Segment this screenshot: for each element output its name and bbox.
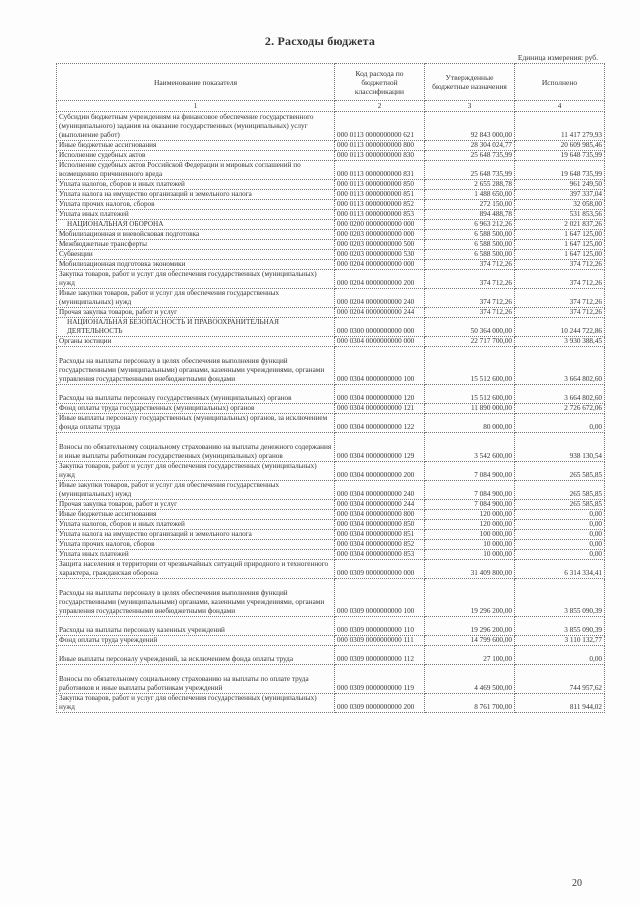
row-name: Расходы на выплаты персоналу в целях обеспечения выполнения функций государственными (муниципальными) органами, казенными учреждениями, органами управления государственными внебюджетными фондами — [57, 347, 335, 385]
table-row — [57, 180, 605, 190]
row-name: Иные выплаты персоналу учреждений, за исключением фонда оплаты труда — [57, 646, 335, 665]
table-row — [57, 665, 605, 694]
unit-note: Единица измерения: руб. — [517, 53, 598, 62]
row-approved: 894 488,78 — [425, 210, 515, 220]
row-code: 000 0304 0000000000 244 — [335, 500, 425, 510]
row-executed: 0,00 — [515, 414, 605, 433]
row-name: Закупка товаров, работ и услуг для обеспечения государственных (муниципальных) нужд — [57, 462, 335, 481]
table-header-row — [57, 64, 605, 101]
row-approved: 6 588 500,00 — [425, 240, 515, 250]
row-code: 000 0200 0000000000 000 — [335, 220, 425, 230]
row-executed: 3 855 090,39 — [515, 617, 605, 636]
row-name: Фонд оплаты труда государственных (муниципальных) органов — [57, 404, 335, 414]
row-code: 000 0304 0000000000 100 — [335, 347, 425, 385]
row-code: 000 0203 0000000000 530 — [335, 250, 425, 260]
row-code: 000 0113 0000000000 852 — [335, 200, 425, 210]
row-executed: 0,00 — [515, 550, 605, 560]
row-name: Уплата налога на имущество организаций и земельного налога — [57, 530, 335, 540]
row-code: 000 0304 0000000000 852 — [335, 540, 425, 550]
row-approved: 6 588 500,00 — [425, 230, 515, 240]
row-approved: 374 712,26 — [425, 289, 515, 308]
row-name: Расходы на выплаты персоналу в целях обеспечения выполнения функций государственными (муниципальными) органами, казенными учреждениями, органами управления государственными внебюджетными фондами — [57, 579, 335, 617]
table-row — [57, 520, 605, 530]
col-number: 2 — [335, 101, 425, 112]
row-executed: 11 417 279,93 — [515, 112, 605, 141]
table-row — [57, 270, 605, 289]
row-code: 000 0304 0000000000 853 — [335, 550, 425, 560]
row-approved: 15 512 600,00 — [425, 347, 515, 385]
table-row — [57, 540, 605, 550]
table-row — [57, 636, 605, 646]
table-row — [57, 694, 605, 713]
row-executed: 0,00 — [515, 646, 605, 665]
row-name: Закупка товаров, работ и услуг для обеспечения государственных (муниципальных) нужд — [57, 270, 335, 289]
row-executed: 32 058,00 — [515, 200, 605, 210]
row-executed: 3 110 132,77 — [515, 636, 605, 646]
row-name: Расходы на выплаты персоналу государственных (муниципальных) органов — [57, 385, 335, 404]
table-row — [57, 579, 605, 617]
row-code: 000 0304 0000000000 850 — [335, 520, 425, 530]
table-row — [57, 414, 605, 433]
row-code: 000 0309 0000000000 200 — [335, 694, 425, 713]
row-executed: 3 930 388,45 — [515, 337, 605, 347]
row-code: 000 0300 0000000000 000 — [335, 318, 425, 337]
row-approved: 2 655 288,78 — [425, 180, 515, 190]
row-name: Уплата налога на имущество организаций и земельного налога — [57, 190, 335, 200]
row-approved: 31 409 800,00 — [425, 560, 515, 579]
row-approved: 27 100,00 — [425, 646, 515, 665]
row-name: Прочая закупка товаров, работ и услуг — [57, 308, 335, 318]
col-number: 3 — [425, 101, 515, 112]
row-executed: 2 726 672,06 — [515, 404, 605, 414]
row-approved: 3 542 600,00 — [425, 433, 515, 462]
row-code: 000 0304 0000000000 121 — [335, 404, 425, 414]
row-executed: 397 337,04 — [515, 190, 605, 200]
row-approved: 1 488 650,00 — [425, 190, 515, 200]
row-code: 000 0304 0000000000 129 — [335, 433, 425, 462]
row-code: 000 0304 0000000000 800 — [335, 510, 425, 520]
table-row — [57, 481, 605, 500]
row-code: 000 0309 0000000000 111 — [335, 636, 425, 646]
table-row — [57, 161, 605, 180]
row-name: Исполнение судебных актов — [57, 151, 335, 161]
table-row — [57, 404, 605, 414]
row-code: 000 0203 0000000000 500 — [335, 240, 425, 250]
row-name: Взносы по обязательному социальному страхованию на выплаты денежного содержания и иные выплаты работникам государственных (муниципальных) органов — [57, 433, 335, 462]
row-executed: 265 585,85 — [515, 481, 605, 500]
row-executed: 1 647 125,00 — [515, 240, 605, 250]
col-number: 4 — [515, 101, 605, 112]
table-row — [57, 530, 605, 540]
row-approved: 4 469 500,00 — [425, 665, 515, 694]
row-code: 000 0304 0000000000 122 — [335, 414, 425, 433]
row-approved: 50 364 000,00 — [425, 318, 515, 337]
row-name: Субвенции — [57, 250, 335, 260]
row-executed: 938 130,54 — [515, 433, 605, 462]
row-approved: 15 512 600,00 — [425, 385, 515, 404]
row-name: Исполнение судебных актов Российской Федерации и мировых соглашений по возмещению причиненного вреда — [57, 161, 335, 180]
row-approved: 10 000,00 — [425, 540, 515, 550]
row-code: 000 0304 0000000000 851 — [335, 530, 425, 540]
row-code: 000 0304 0000000000 200 — [335, 462, 425, 481]
row-approved: 374 712,26 — [425, 308, 515, 318]
row-name: Межбюджетные трансферты — [57, 240, 335, 250]
row-executed: 811 944,02 — [515, 694, 605, 713]
row-executed: 3 664 802,60 — [515, 385, 605, 404]
row-executed: 0,00 — [515, 530, 605, 540]
col-header-code: Код расхода по бюджетной классификации — [335, 64, 425, 101]
row-name: Иные бюджетные ассигнования — [57, 141, 335, 151]
row-name: Взносы по обязательному социальному страхованию на выплаты по оплате труда работников и иные выплаты работникам учреждений — [57, 665, 335, 694]
row-name: Уплата иных платежей — [57, 210, 335, 220]
row-executed: 10 244 722,86 — [515, 318, 605, 337]
row-executed: 265 585,85 — [515, 462, 605, 481]
row-code: 000 0309 0000000000 112 — [335, 646, 425, 665]
row-code: 000 0309 0000000000 000 — [335, 560, 425, 579]
row-name: Расходы на выплаты персоналу казенных учреждений — [57, 617, 335, 636]
row-executed: 265 585,85 — [515, 500, 605, 510]
row-approved: 7 084 900,00 — [425, 462, 515, 481]
row-code: 000 0113 0000000000 830 — [335, 151, 425, 161]
row-code: 000 0309 0000000000 110 — [335, 617, 425, 636]
row-approved: 6 963 212,26 — [425, 220, 515, 230]
table-row — [57, 260, 605, 270]
row-name: Уплата налогов, сборов и иных платежей — [57, 520, 335, 530]
row-executed: 374 712,26 — [515, 308, 605, 318]
table-row — [57, 141, 605, 151]
expenses-table — [56, 63, 605, 713]
row-approved: 92 843 000,00 — [425, 112, 515, 141]
col-header-approved: Утвержденные бюджетные назначения — [425, 64, 515, 101]
table-row — [57, 289, 605, 308]
row-name: Органы юстиции — [57, 337, 335, 347]
table-row — [57, 347, 605, 385]
row-code: 000 0203 0000000000 000 — [335, 230, 425, 240]
row-code: 000 0204 0000000000 000 — [335, 260, 425, 270]
row-approved: 7 084 900,00 — [425, 481, 515, 500]
table-row — [57, 318, 605, 337]
row-executed: 19 648 735,99 — [515, 161, 605, 180]
row-approved: 120 000,00 — [425, 520, 515, 530]
row-name: НАЦИОНАЛЬНАЯ ОБОРОНА — [57, 220, 335, 230]
row-executed: 374 712,26 — [515, 270, 605, 289]
row-approved: 374 712,26 — [425, 260, 515, 270]
row-name: Мобилизационная и вневойсковая подготовка — [57, 230, 335, 240]
row-executed: 1 647 125,00 — [515, 230, 605, 240]
row-name: НАЦИОНАЛЬНАЯ БЕЗОПАСНОСТЬ И ПРАВООХРАНИТЕЛЬНАЯ ДЕЯТЕЛЬНОСТЬ — [57, 318, 335, 337]
row-executed: 374 712,26 — [515, 260, 605, 270]
row-name: Иные закупки товаров, работ и услуг для обеспечения государственных (муниципальных) нужд — [57, 289, 335, 308]
table-row — [57, 550, 605, 560]
row-code: 000 0204 0000000000 244 — [335, 308, 425, 318]
row-code: 000 0309 0000000000 119 — [335, 665, 425, 694]
col-header-name: Наименование показателя — [57, 64, 335, 101]
table-row — [57, 617, 605, 636]
table-row — [57, 385, 605, 404]
row-approved: 11 890 000,00 — [425, 404, 515, 414]
row-code: 000 0113 0000000000 800 — [335, 141, 425, 151]
row-executed: 2 021 837,26 — [515, 220, 605, 230]
row-executed: 961 249,50 — [515, 180, 605, 190]
row-name: Защита населения и территории от чрезвычайных ситуаций природного и техногенного характера, гражданская оборона — [57, 560, 335, 579]
row-executed: 1 647 125,00 — [515, 250, 605, 260]
col-number: 1 — [57, 101, 335, 112]
row-code: 000 0304 0000000000 000 — [335, 337, 425, 347]
row-executed: 0,00 — [515, 520, 605, 530]
table-row — [57, 112, 605, 141]
column-number-row — [57, 101, 605, 112]
row-approved: 272 150,00 — [425, 200, 515, 210]
row-executed: 3 664 802,60 — [515, 347, 605, 385]
row-approved: 6 588 500,00 — [425, 250, 515, 260]
row-code: 000 0304 0000000000 120 — [335, 385, 425, 404]
row-executed: 531 853,56 — [515, 210, 605, 220]
table-row — [57, 240, 605, 250]
table-row — [57, 210, 605, 220]
row-executed: 0,00 — [515, 540, 605, 550]
row-code: 000 0113 0000000000 621 — [335, 112, 425, 141]
row-approved: 10 000,00 — [425, 550, 515, 560]
row-name: Уплата прочих налогов, сборов — [57, 540, 335, 550]
row-name: Закупка товаров, работ и услуг для обеспечения государственных (муниципальных) нужд — [57, 694, 335, 713]
row-name: Иные закупки товаров, работ и услуг для обеспечения государственных (муниципальных) нужд — [57, 481, 335, 500]
row-name: Субсидии бюджетным учреждениям на финансовое обеспечение государственного (муниципального) задания на оказание государственных (муниципальных) услуг (выполнение работ) — [57, 112, 335, 141]
table-row — [57, 190, 605, 200]
row-approved: 100 000,00 — [425, 530, 515, 540]
row-name: Фонд оплаты труда учреждений — [57, 636, 335, 646]
row-approved: 8 761 700,00 — [425, 694, 515, 713]
col-header-executed: Исполнено — [515, 64, 605, 101]
row-code: 000 0309 0000000000 100 — [335, 579, 425, 617]
row-code: 000 0204 0000000000 240 — [335, 289, 425, 308]
row-approved: 22 717 700,00 — [425, 337, 515, 347]
row-approved: 28 304 024,77 — [425, 141, 515, 151]
row-executed: 744 957,62 — [515, 665, 605, 694]
row-code: 000 0113 0000000000 850 — [335, 180, 425, 190]
row-approved: 374 712,26 — [425, 270, 515, 289]
table-row — [57, 200, 605, 210]
row-code: 000 0304 0000000000 240 — [335, 481, 425, 500]
row-approved: 19 296 200,00 — [425, 579, 515, 617]
row-name: Мобилизационная подготовка экономики — [57, 260, 335, 270]
table-row — [57, 462, 605, 481]
row-approved: 25 648 735,99 — [425, 161, 515, 180]
table-row — [57, 250, 605, 260]
row-approved: 14 799 600,00 — [425, 636, 515, 646]
table-row — [57, 560, 605, 579]
row-name: Иные бюджетные ассигнования — [57, 510, 335, 520]
table-row — [57, 220, 605, 230]
row-approved: 80 000,00 — [425, 414, 515, 433]
row-code: 000 0113 0000000000 851 — [335, 190, 425, 200]
table-body — [57, 112, 605, 713]
row-executed: 6 314 334,41 — [515, 560, 605, 579]
row-executed: 20 609 985,46 — [515, 141, 605, 151]
row-code: 000 0204 0000000000 200 — [335, 270, 425, 289]
page-number: 20 — [572, 878, 582, 889]
row-executed: 3 855 090,39 — [515, 579, 605, 617]
table-row — [57, 510, 605, 520]
row-name: Прочая закупка товаров, работ и услуг — [57, 500, 335, 510]
row-approved: 19 296 200,00 — [425, 617, 515, 636]
table-row — [57, 433, 605, 462]
row-name: Уплата прочих налогов, сборов — [57, 200, 335, 210]
row-code: 000 0113 0000000000 831 — [335, 161, 425, 180]
row-approved: 25 648 735,99 — [425, 151, 515, 161]
table-row — [57, 646, 605, 665]
table-row — [57, 337, 605, 347]
row-name: Иные выплаты персоналу государственных (муниципальных) органов, за исключением фонда оплаты труда — [57, 414, 335, 433]
row-approved: 120 000,00 — [425, 510, 515, 520]
table-row — [57, 151, 605, 161]
row-executed: 19 648 735,99 — [515, 151, 605, 161]
row-executed: 0,00 — [515, 510, 605, 520]
table-row — [57, 230, 605, 240]
table-row — [57, 308, 605, 318]
row-executed: 374 712,26 — [515, 289, 605, 308]
table-row — [57, 500, 605, 510]
row-approved: 7 084 900,00 — [425, 500, 515, 510]
page-title: 2. Расходы бюджета — [264, 34, 376, 48]
row-name: Уплата налогов, сборов и иных платежей — [57, 180, 335, 190]
row-name: Уплата иных платежей — [57, 550, 335, 560]
row-code: 000 0113 0000000000 853 — [335, 210, 425, 220]
